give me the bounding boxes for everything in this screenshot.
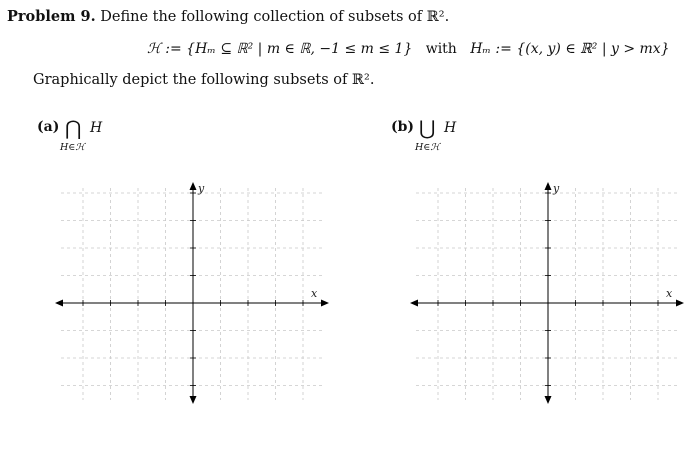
problem-number: Problem 9. [7, 8, 96, 25]
y-axis-up-arrow [190, 182, 197, 190]
y-axis-down-arrow [190, 396, 197, 404]
collection-definition [147, 41, 670, 57]
y-axis-label: y [198, 182, 205, 195]
instruction-text: Graphically depict the following subsets of ℝ². [33, 72, 375, 88]
coordinate-plane-b [410, 178, 690, 410]
with-word: with [425, 41, 457, 57]
x-axis-label: x [666, 287, 673, 300]
grid-b [416, 188, 678, 400]
part-a-set: H [90, 120, 103, 136]
part-b-set: H [444, 120, 457, 136]
part-b-index: H∈ℋ [415, 142, 440, 153]
collection-formula: ℋ := {Hₘ ⊆ ℝ² | m ∈ ℝ, −1 ≤ m ≤ 1} [147, 41, 413, 57]
y-axis-up-arrow [545, 182, 552, 190]
union-operator: ⋃ [419, 116, 436, 140]
coordinate-plane-a [55, 178, 335, 410]
grid-a [61, 188, 323, 400]
part-a-letter: (a) [37, 119, 60, 135]
x-axis-left-arrow [410, 300, 418, 307]
part-a-index: H∈ℋ [60, 142, 85, 153]
x-axis-right-arrow [676, 300, 684, 307]
x-axis-right-arrow [321, 300, 329, 307]
part-b-letter: (b) [391, 119, 415, 135]
part-a-label [37, 119, 59, 135]
y-axis-down-arrow [545, 396, 552, 404]
y-axis-a [190, 182, 197, 404]
part-b-label [391, 119, 414, 135]
x-axis-label: x [311, 287, 318, 300]
intersection-operator: ⋂ [65, 116, 82, 140]
y-axis-b [545, 182, 552, 404]
y-axis-label: y [553, 182, 560, 195]
x-axis-left-arrow [55, 300, 63, 307]
graph-a [55, 178, 335, 410]
graph-b [410, 178, 690, 410]
problem-statement [7, 8, 449, 25]
x-axis-b [410, 300, 684, 307]
hm-formula: Hₘ := {(x, y) ∈ ℝ² | y > mx} [470, 41, 670, 57]
problem-text: Define the following collection of subsets of ℝ². [100, 9, 450, 25]
x-axis-a [55, 300, 329, 307]
